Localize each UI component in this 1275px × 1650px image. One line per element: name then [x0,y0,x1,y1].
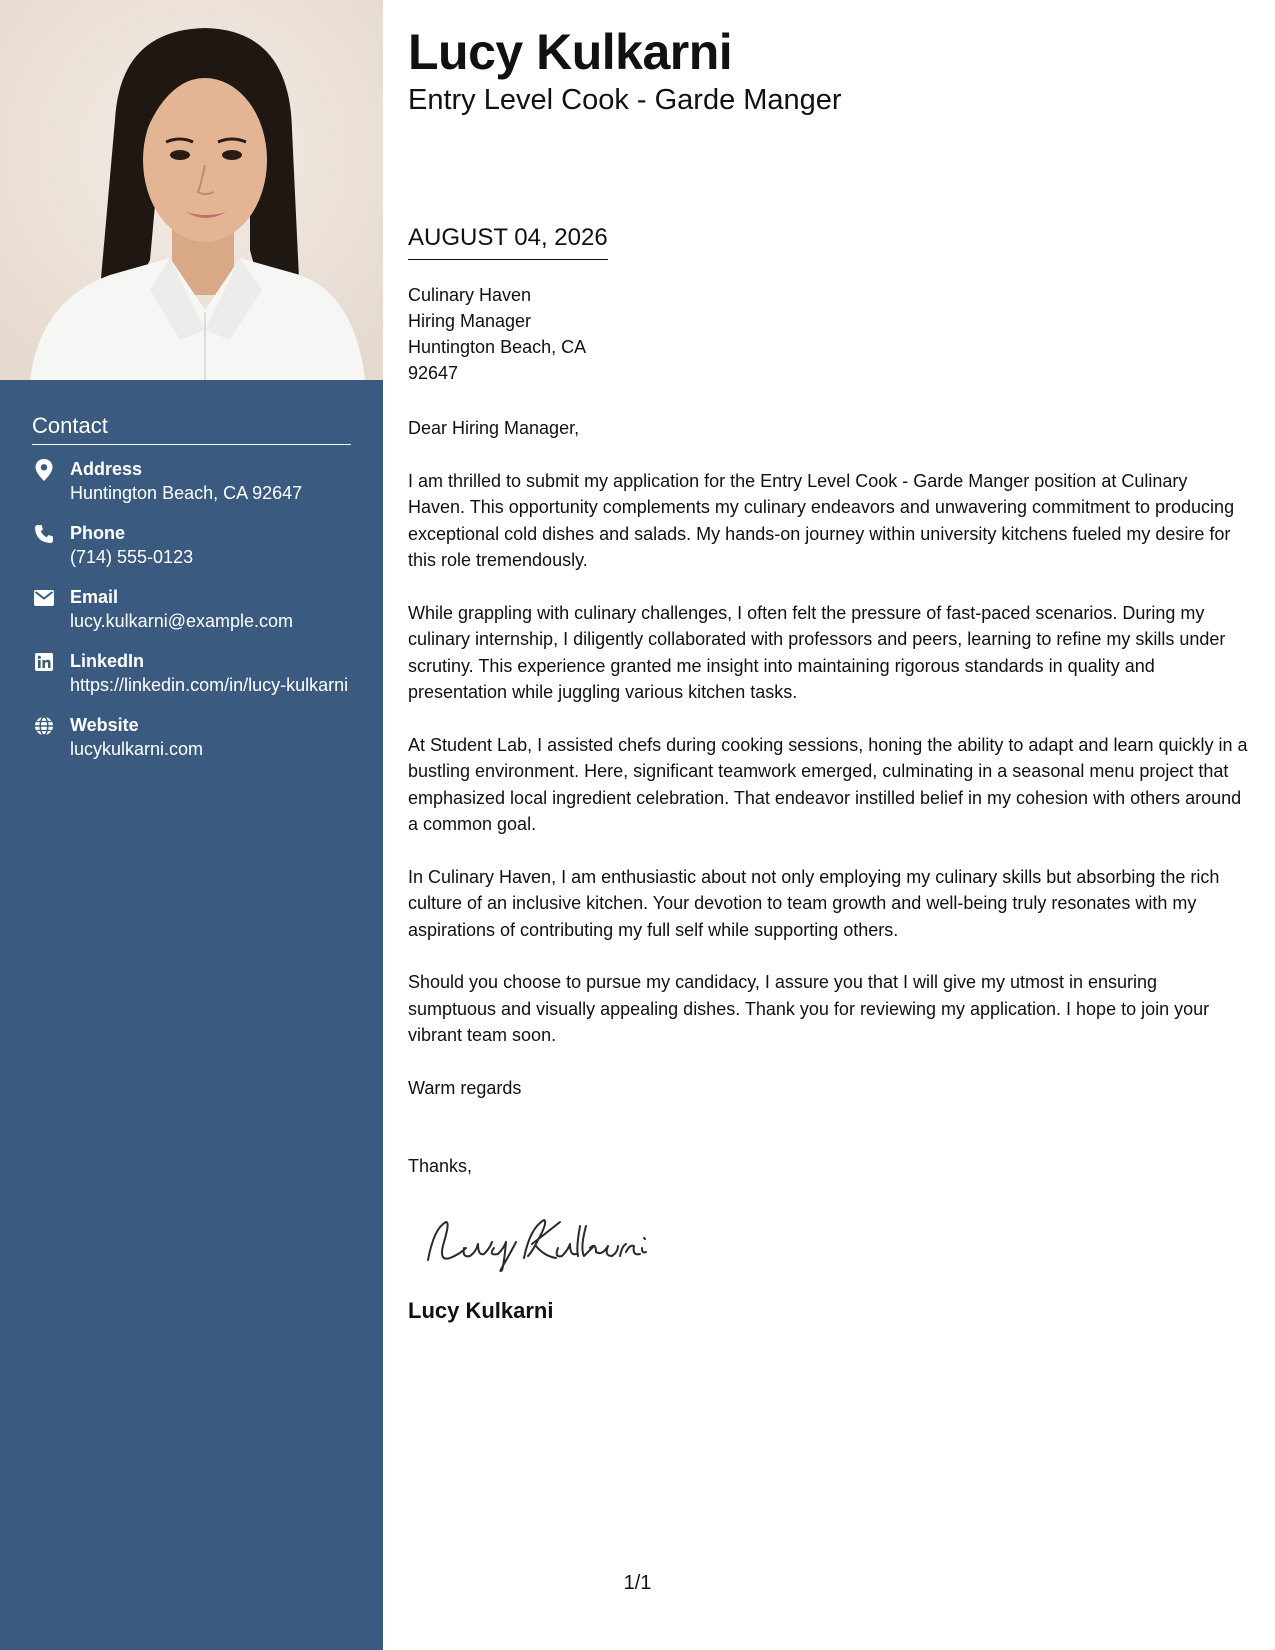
contact-item-email [32,585,351,633]
recipient-line: Huntington Beach, CA [408,337,587,357]
linkedin-link[interactable]: https://linkedin.com/in/lucy-kulkarni [70,675,349,695]
address-value: Huntington Beach, CA 92647 [70,483,303,503]
contact-item-phone [32,521,351,569]
recipient-line: 92647 [408,363,459,383]
paragraph: While grappling with culinary challenges, I often felt the pressure of fast-paced scenarios. During my culinary internship, I diligently collaborated with professors and peers, learning to refine my skills under scrutiny. This experience granted me insight into maintaining rigorous standards in quality and presentation while juggling various kitchen tasks. [408,602,1226,702]
linkedin-icon [32,650,56,674]
signer-name: Lucy Kulkarni [408,1298,554,1323]
envelope-icon [32,586,56,610]
profile-photo [0,0,383,380]
job-title: Entry Level Cook - Garde Manger [408,84,842,116]
applicant-name: Lucy Kulkarni [408,24,733,80]
phone-value[interactable]: (714) 555-0123 [70,547,194,567]
recipient-line: Hiring Manager [408,311,532,331]
contact-heading: Contact [32,412,351,445]
contact-label: LinkedIn [70,651,145,671]
sidebar [0,0,383,1650]
paragraph: At Student Lab, I assisted chefs during cooking sessions, honing the ability to adapt and learn quickly in a bustling environment. Here, significant teamwork emerged, culminating in a seasonal menu project that emphasized local ingredient celebration. That endeavor instilled belief in my cohesion with others around a common goal. [408,734,1248,834]
contact-item-website [32,713,351,761]
contact-section [32,412,351,777]
contact-label: Phone [70,523,126,543]
contact-item-address [32,457,351,505]
header [408,22,1248,118]
paragraph: In Culinary Haven, I am enthusiastic about not only employing my culinary skills but absorbing the rich culture of an inclusive kitchen. Your devotion to team growth and well-being truly resonates with my aspirations of contributing my full self while supporting others. [408,866,1220,940]
salutation: Dear Hiring Manager, [408,418,580,438]
paragraph: I am thrilled to submit my application for the Entry Level Cook - Garde Manger position at Culinary Haven. This opportunity complements my culinary endeavors and unwavering commitment to producing exceptional cold dishes and salads. My hands-on journey within university kitchens fueled my desire for this role tremendously. [408,470,1235,570]
paragraph: Should you choose to pursue my candidacy, I assure you that I will give my utmost in ensuring sumptuous and visually appealing dishes. Thank you for reviewing my application. I hope to join your vibrant team soon. [408,972,1210,1045]
letter-date: AUGUST 04, 2026 [408,222,608,260]
recipient-line: Culinary Haven [408,285,532,305]
contact-item-linkedin [32,649,351,697]
phone-icon [32,522,56,546]
globe-icon [32,714,56,738]
handwritten-signature [420,1208,660,1283]
page-indicator: 1/1 [623,1572,652,1594]
location-pin-icon [32,458,56,482]
recipient-block [408,282,586,386]
website-link[interactable]: lucykulkarni.com [70,739,204,759]
letter-body [408,415,1248,1127]
thanks-line: Thanks, [408,1156,473,1176]
contact-label: Email [70,587,119,607]
email-value[interactable]: lucy.kulkarni@example.com [70,611,294,631]
contact-label: Website [70,715,139,735]
contact-label: Address [70,459,143,479]
closing: Warm regards [408,1077,522,1098]
